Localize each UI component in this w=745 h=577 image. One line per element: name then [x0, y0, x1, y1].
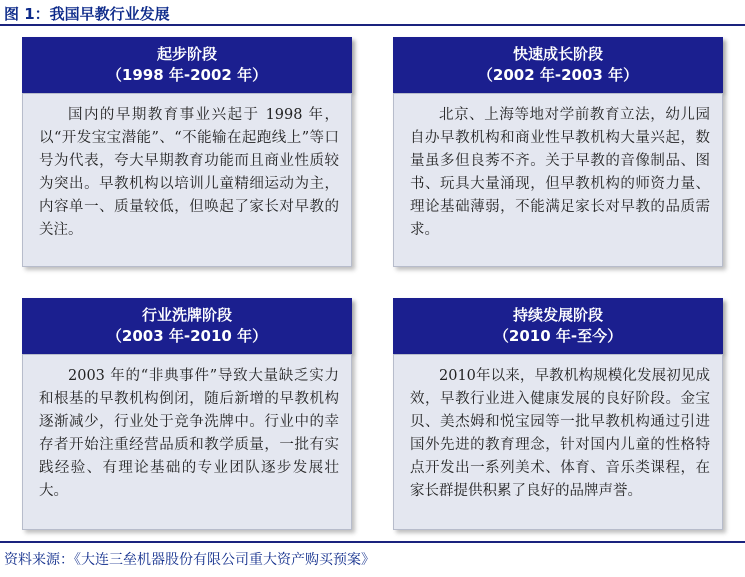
- stage-name: 起步阶段: [156, 45, 217, 63]
- stage-description-shakeout: [22, 354, 352, 530]
- stage-period: （2010 年-至今）: [493, 327, 623, 345]
- stage-text: 国内的早期教育事业兴起于 1998 年，以“开发宝宝潜能”、“不能输在起跑线上”等口号为代表，夸大早期教育功能而且商业性质较为突出。早教机构以培训儿童精细运动为主，内容单一、质量较低，但唤起了家长对早教的关注。: [39, 107, 339, 238]
- stage-header-rapid-growth: [393, 37, 723, 93]
- figure-title: 图 1：我国早教行业发展: [4, 5, 170, 23]
- stage-description-sustained-development: [393, 354, 723, 530]
- bottom-rule: [0, 541, 745, 543]
- stage-header-shakeout: [22, 298, 352, 354]
- stage-period: （2002 年-2003 年）: [477, 66, 639, 84]
- stage-period: （2003 年-2010 年）: [106, 327, 268, 345]
- stage-name: 持续发展阶段: [512, 306, 603, 324]
- stage-header-sustained-development: [393, 298, 723, 354]
- stage-text: 2010年以来，早教机构规模化发展初见成效，早教行业进入健康发展的良好阶段。金宝贝、美杰姆和悦宝园等一批早教机构通过引进国外先进的教育理念，针对国内儿童的性格特点开发出一系列美术、体育、音乐类课程，在家长群提供积累了良好的品牌声誉。: [410, 368, 710, 499]
- source-note: 资料来源：《大连三垒机器股份有限公司重大资产购买预案》: [4, 552, 375, 568]
- stage-header-startup: [22, 37, 352, 93]
- stage-description-startup: [22, 93, 352, 267]
- stage-name: 行业洗牌阶段: [141, 306, 232, 324]
- stage-text: 北京、上海等地对学前教育立法，幼儿园自办早教机构和商业性早教机构大量兴起，数量虽多但良莠不齐。关于早教的音像制品、图书、玩具大量涌现，但早教机构的师资力量、理论基础薄弱，不能满足家长对早教的品质需求。: [410, 107, 710, 238]
- stage-period: （1998 年-2002 年）: [106, 66, 268, 84]
- stage-text: 2003 年的“非典事件”导致大量缺乏实力和根基的早教机构倒闭，随后新增的早教机构逐渐减少，行业处于竞争洗牌中。行业中的幸存者开始注重经营品质和教学质量，一批有实践经验、有理论基础的专业团队逐步发展壮大。: [39, 368, 339, 499]
- stage-description-rapid-growth: [393, 93, 723, 267]
- stage-name: 快速成长阶段: [512, 45, 603, 63]
- top-rule: [0, 24, 745, 26]
